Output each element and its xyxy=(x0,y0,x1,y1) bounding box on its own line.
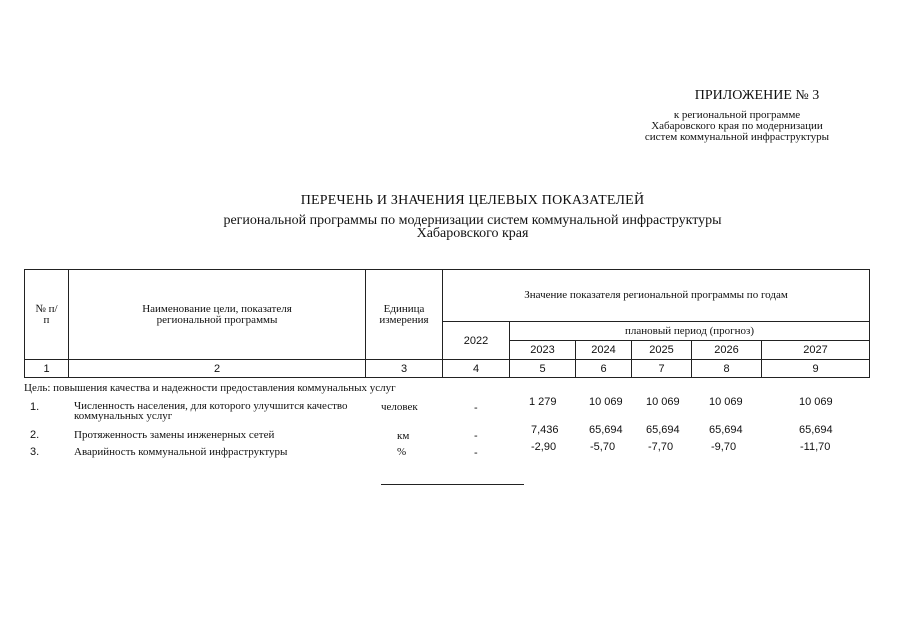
header-col-values: Значение показателя региональной программы по годам xyxy=(443,270,870,322)
row-number: 1. xyxy=(30,401,40,413)
indicators-table-header xyxy=(24,269,870,378)
column-number-6: 6 xyxy=(576,360,632,378)
header-year-2026: 2026 xyxy=(692,341,762,360)
row-value-2022: - xyxy=(474,402,478,414)
row-value-2025: -7,70 xyxy=(648,441,674,453)
header-year-2024: 2024 xyxy=(576,341,632,360)
row-value-2024: -5,70 xyxy=(590,441,616,453)
row-value-2026: 10 069 xyxy=(709,396,743,408)
column-number-8: 8 xyxy=(692,360,762,378)
header-col-number: № п/п xyxy=(25,270,69,360)
goal-statement: Цель: повышения качества и надежности предоставления коммунальных услуг xyxy=(24,382,396,394)
column-number-1: 1 xyxy=(25,360,69,378)
row-value-2024: 10 069 xyxy=(589,396,623,408)
row-value-2023: -2,90 xyxy=(531,441,557,453)
row-value-2025: 65,694 xyxy=(646,424,680,436)
appendix-header xyxy=(617,88,857,143)
row-value-2022: - xyxy=(474,447,478,459)
row-name: Численность населения, для которого улучшится качество коммунальных услуг xyxy=(74,400,348,422)
column-number-7: 7 xyxy=(632,360,692,378)
row-value-2025: 10 069 xyxy=(646,396,680,408)
title-line-1: ПЕРЕЧЕНЬ И ЗНАЧЕНИЯ ЦЕЛЕВЫХ ПОКАЗАТЕЛЕЙ xyxy=(300,193,645,208)
row-unit: % xyxy=(397,446,407,458)
title-line-3: Хабаровского края xyxy=(416,226,529,241)
row-unit: человек xyxy=(381,401,418,413)
row-value-2027: 65,694 xyxy=(799,424,833,436)
header-col-unit: Единица измерения xyxy=(366,270,443,360)
row-value-2026: -9,70 xyxy=(711,441,737,453)
column-number-2: 2 xyxy=(69,360,366,378)
header-col-name: Наименование цели, показателя региональной программы xyxy=(69,270,366,360)
column-number-4: 4 xyxy=(443,360,510,378)
header-year-2025: 2025 xyxy=(632,341,692,360)
row-value-2027: 10 069 xyxy=(799,396,833,408)
row-number: 2. xyxy=(30,429,40,441)
appendix-line-1: к региональной программе xyxy=(673,109,801,121)
column-number-9: 9 xyxy=(762,360,870,378)
column-number-5: 5 xyxy=(510,360,576,378)
row-unit: км xyxy=(397,430,410,442)
row-name: Протяженность замены инженерных сетей xyxy=(74,429,275,441)
appendix-line-3: систем коммунальной инфраструктуры xyxy=(644,131,830,143)
row-value-2027: -11,70 xyxy=(800,441,831,453)
column-number-3: 3 xyxy=(366,360,443,378)
header-planned-period: плановый период (прогноз) xyxy=(510,322,870,341)
title-line-2: региональной программы по модернизации систем коммунальной инфраструктуры xyxy=(223,213,722,228)
document-title xyxy=(0,193,905,240)
header-year-2023: 2023 xyxy=(510,341,576,360)
appendix-line-2: Хабаровского края по модернизации xyxy=(651,120,823,132)
row-value-2026: 65,694 xyxy=(709,424,743,436)
row-number: 3. xyxy=(30,446,40,458)
header-year-2027: 2027 xyxy=(762,341,870,360)
row-value-2022: - xyxy=(474,430,478,442)
row-name: Аварийность коммунальной инфраструктуры xyxy=(74,446,288,458)
row-value-2023: 1 279 xyxy=(529,396,557,408)
row-value-2023: 7,436 xyxy=(531,424,559,436)
appendix-number: ПРИЛОЖЕНИЕ № 3 xyxy=(694,88,820,103)
closing-divider xyxy=(381,484,524,485)
header-year-2022: 2022 xyxy=(443,322,510,360)
row-value-2024: 65,694 xyxy=(589,424,623,436)
